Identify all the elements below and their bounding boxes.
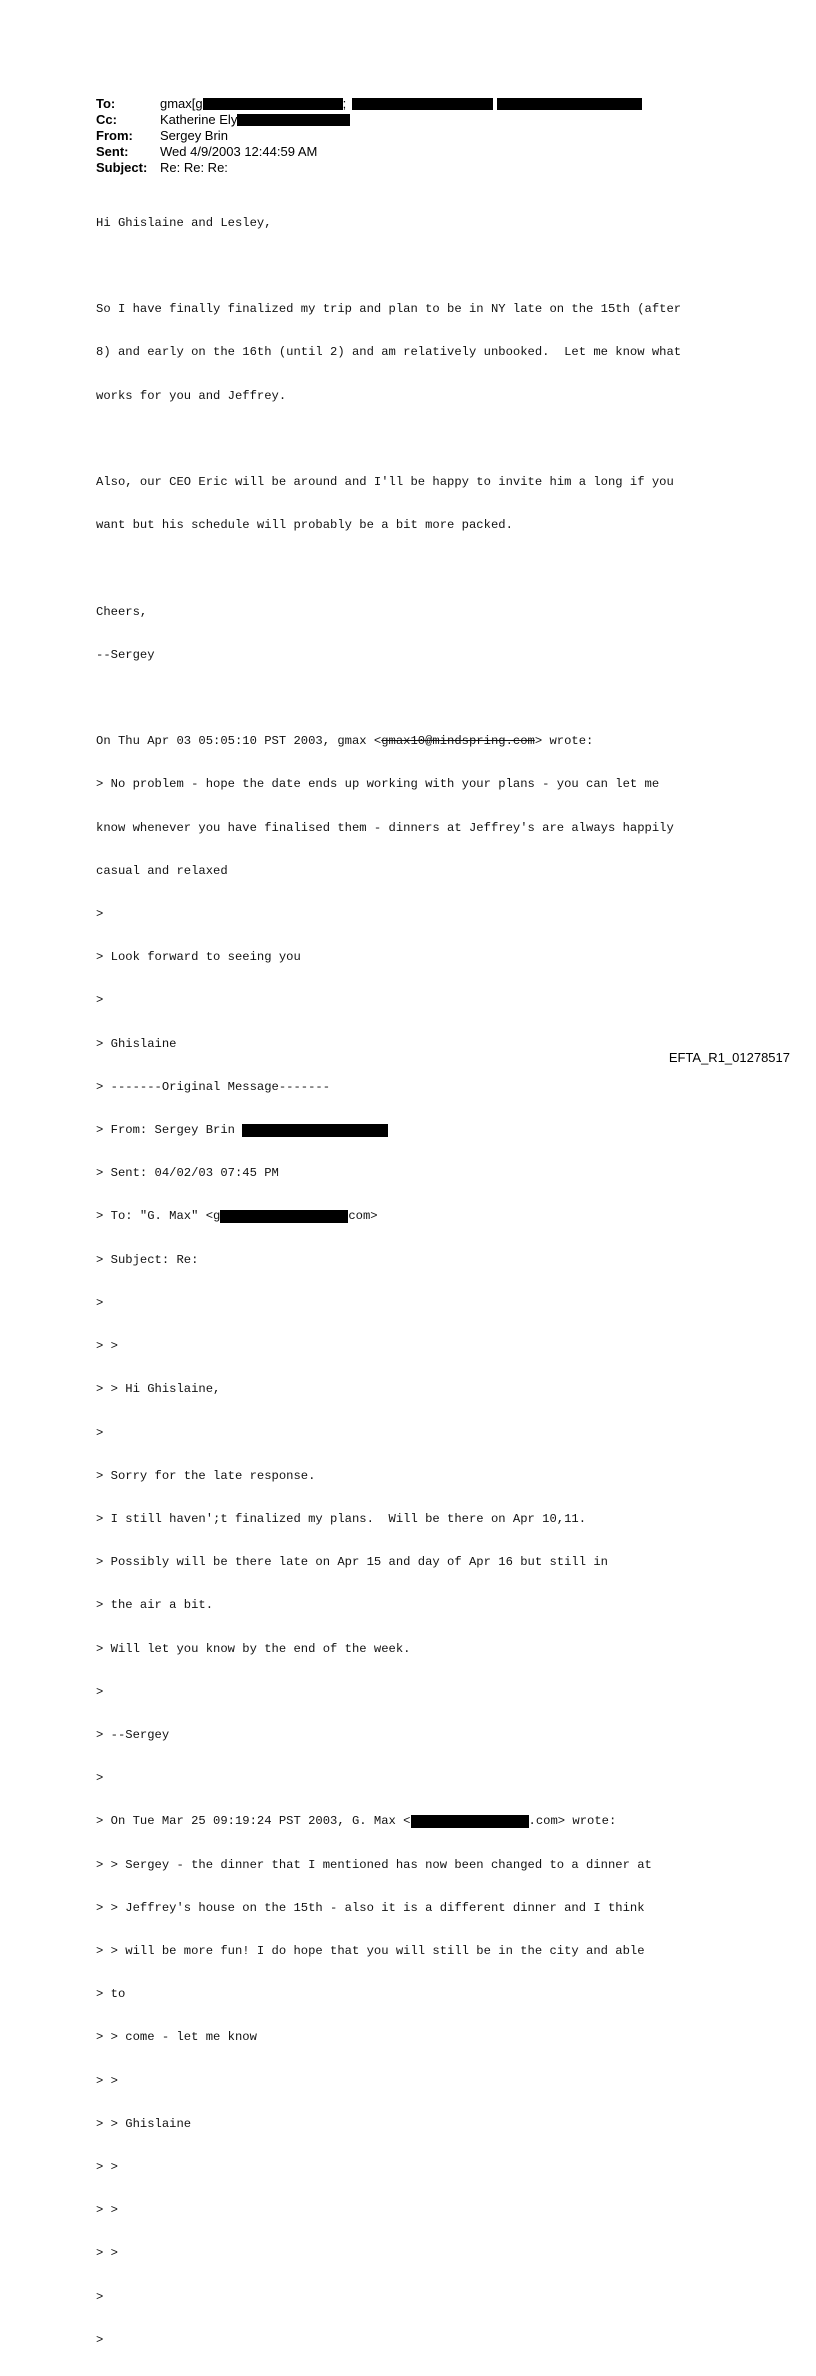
sent-row: [96, 144, 644, 160]
cc-value-group: [160, 112, 352, 128]
redaction-block: [242, 1124, 388, 1137]
quote-line: > -------Original Message-------: [96, 1079, 331, 1094]
subject-label: Subject:: [96, 160, 148, 175]
quote-line: >: [96, 2289, 104, 2304]
subject-value: Re: Re: Re:: [160, 160, 228, 175]
sign-line: Cheers,: [96, 604, 148, 619]
quote-line: >: [96, 993, 104, 1008]
quote-line: >: [96, 1771, 104, 1786]
quote-line: casual and relaxed: [96, 863, 228, 878]
quote-to-end: com>: [348, 1209, 378, 1224]
quote-line: > No problem - hope the date ends up working with your plans - you can let me: [96, 777, 660, 792]
blank-line: [96, 432, 681, 446]
quote-line: >: [96, 907, 104, 922]
to-value: gmax[g: [160, 96, 203, 111]
sent-label: Sent:: [96, 144, 129, 159]
quote-line: >: [96, 2332, 104, 2347]
quote-line: > Possibly will be there late on Apr 15 and day of Apr 16 but still in: [96, 1555, 608, 1570]
blank-line: [96, 259, 681, 273]
quote-tue-end: .com> wrote:: [528, 1814, 617, 1829]
quote-line: > >: [96, 2246, 118, 2261]
body-line: want but his schedule will probably be a bit more packed.: [96, 518, 513, 533]
quote-line: > Ghislaine: [96, 1036, 177, 1051]
bracket-mark: [349, 114, 352, 126]
quote-line: > Sorry for the late response.: [96, 1468, 316, 1483]
quote-sent-line: > Sent: 04/02/03 07:45 PM: [96, 1166, 279, 1181]
quote-line: > >: [96, 2073, 118, 2088]
quote-line: > Will let you know by the end of the week.: [96, 1641, 411, 1656]
quote-tue-text: > On Tue Mar 25 09:19:24 PST 2003, G. Max <: [96, 1814, 411, 1829]
cc-row: [96, 112, 644, 128]
greeting: Hi Ghislaine and Lesley,: [96, 215, 272, 230]
quote-line: >: [96, 1425, 104, 1440]
body-line: Also, our CEO Eric will be around and I'll be happy to invite him a long if you: [96, 475, 674, 490]
quote-line: >: [96, 1684, 104, 1699]
quote-line: > I still haven';t finalized my plans. Will be there on Apr 10,11.: [96, 1511, 587, 1526]
quote-from-line: [96, 1123, 681, 1137]
from-label: From:: [96, 128, 133, 143]
to-separator: ;: [342, 96, 347, 111]
blank-line: [96, 691, 681, 705]
blank-line: [96, 561, 681, 575]
sign-line: --Sergey: [96, 647, 155, 662]
redaction-block: [237, 114, 349, 126]
redaction-block: [352, 98, 492, 110]
body-line: So I have finally finalized my trip and plan to be in NY late on the 15th (after: [96, 302, 682, 317]
email-body: [96, 187, 681, 2376]
redaction-block: [220, 1210, 348, 1223]
quote-line: > > come - let me know: [96, 2030, 257, 2045]
quote-line: > >: [96, 2203, 118, 2218]
quote-line: > >: [96, 2159, 118, 2174]
quote-line: > >: [96, 1339, 118, 1354]
quote-to-line: [96, 1209, 681, 1223]
redaction-block: [411, 1815, 529, 1828]
quote-line: > > Sergey - the dinner that I mentioned has now been changed to a dinner at: [96, 1857, 652, 1872]
subject-row: [96, 160, 644, 176]
redaction-block: [497, 98, 641, 110]
quote-header: [96, 734, 681, 748]
quote-line: > > Ghislaine: [96, 2116, 192, 2131]
quote-line: > Look forward to seeing you: [96, 950, 301, 965]
to-label: To:: [96, 96, 116, 111]
redaction-block: [203, 98, 343, 110]
from-row: [96, 128, 644, 144]
email-header: [96, 96, 644, 176]
quote-line: > to: [96, 1987, 126, 2002]
quote-header-text: On Thu Apr 03 05:05:10 PST 2003, gmax <: [96, 734, 382, 749]
quote-line: > > Hi Ghislaine,: [96, 1382, 221, 1397]
from-value: Sergey Brin: [160, 128, 228, 143]
to-row: [96, 96, 644, 112]
quote-line: > > will be more fun! I do hope that you will still be in the city and able: [96, 1943, 645, 1958]
quote-line: > > Jeffrey's house on the 15th - also it is a different dinner and I think: [96, 1900, 645, 1915]
quote-line: > the air a bit.: [96, 1598, 214, 1613]
quote-to-text: > To: "G. Max" <g: [96, 1209, 221, 1224]
quote-line: > Subject: Re:: [96, 1252, 199, 1267]
struck-email: gmax10@mindspring.com: [381, 734, 535, 749]
quote-header-end: > wrote:: [534, 734, 594, 749]
bracket-mark: [641, 98, 644, 110]
cc-value: Katherine Ely: [160, 112, 238, 127]
quote-from-text: > From: Sergey Brin: [96, 1123, 243, 1138]
document-id: EFTA_R1_01278517: [668, 1050, 790, 1065]
cc-label: Cc:: [96, 112, 117, 127]
quote-line: know whenever you have finalised them - dinners at Jeffrey's are always happily: [96, 820, 674, 835]
body-line: 8) and early on the 16th (until 2) and am relatively unbooked. Let me know what: [96, 345, 682, 360]
quote-tue-line: [96, 1814, 681, 1828]
to-value-group: [160, 96, 644, 112]
quote-line: >: [96, 1295, 104, 1310]
quote-line: > --Sergey: [96, 1727, 170, 1742]
body-line: works for you and Jeffrey.: [96, 388, 287, 403]
sent-value: Wed 4/9/2003 12:44:59 AM: [160, 144, 318, 159]
